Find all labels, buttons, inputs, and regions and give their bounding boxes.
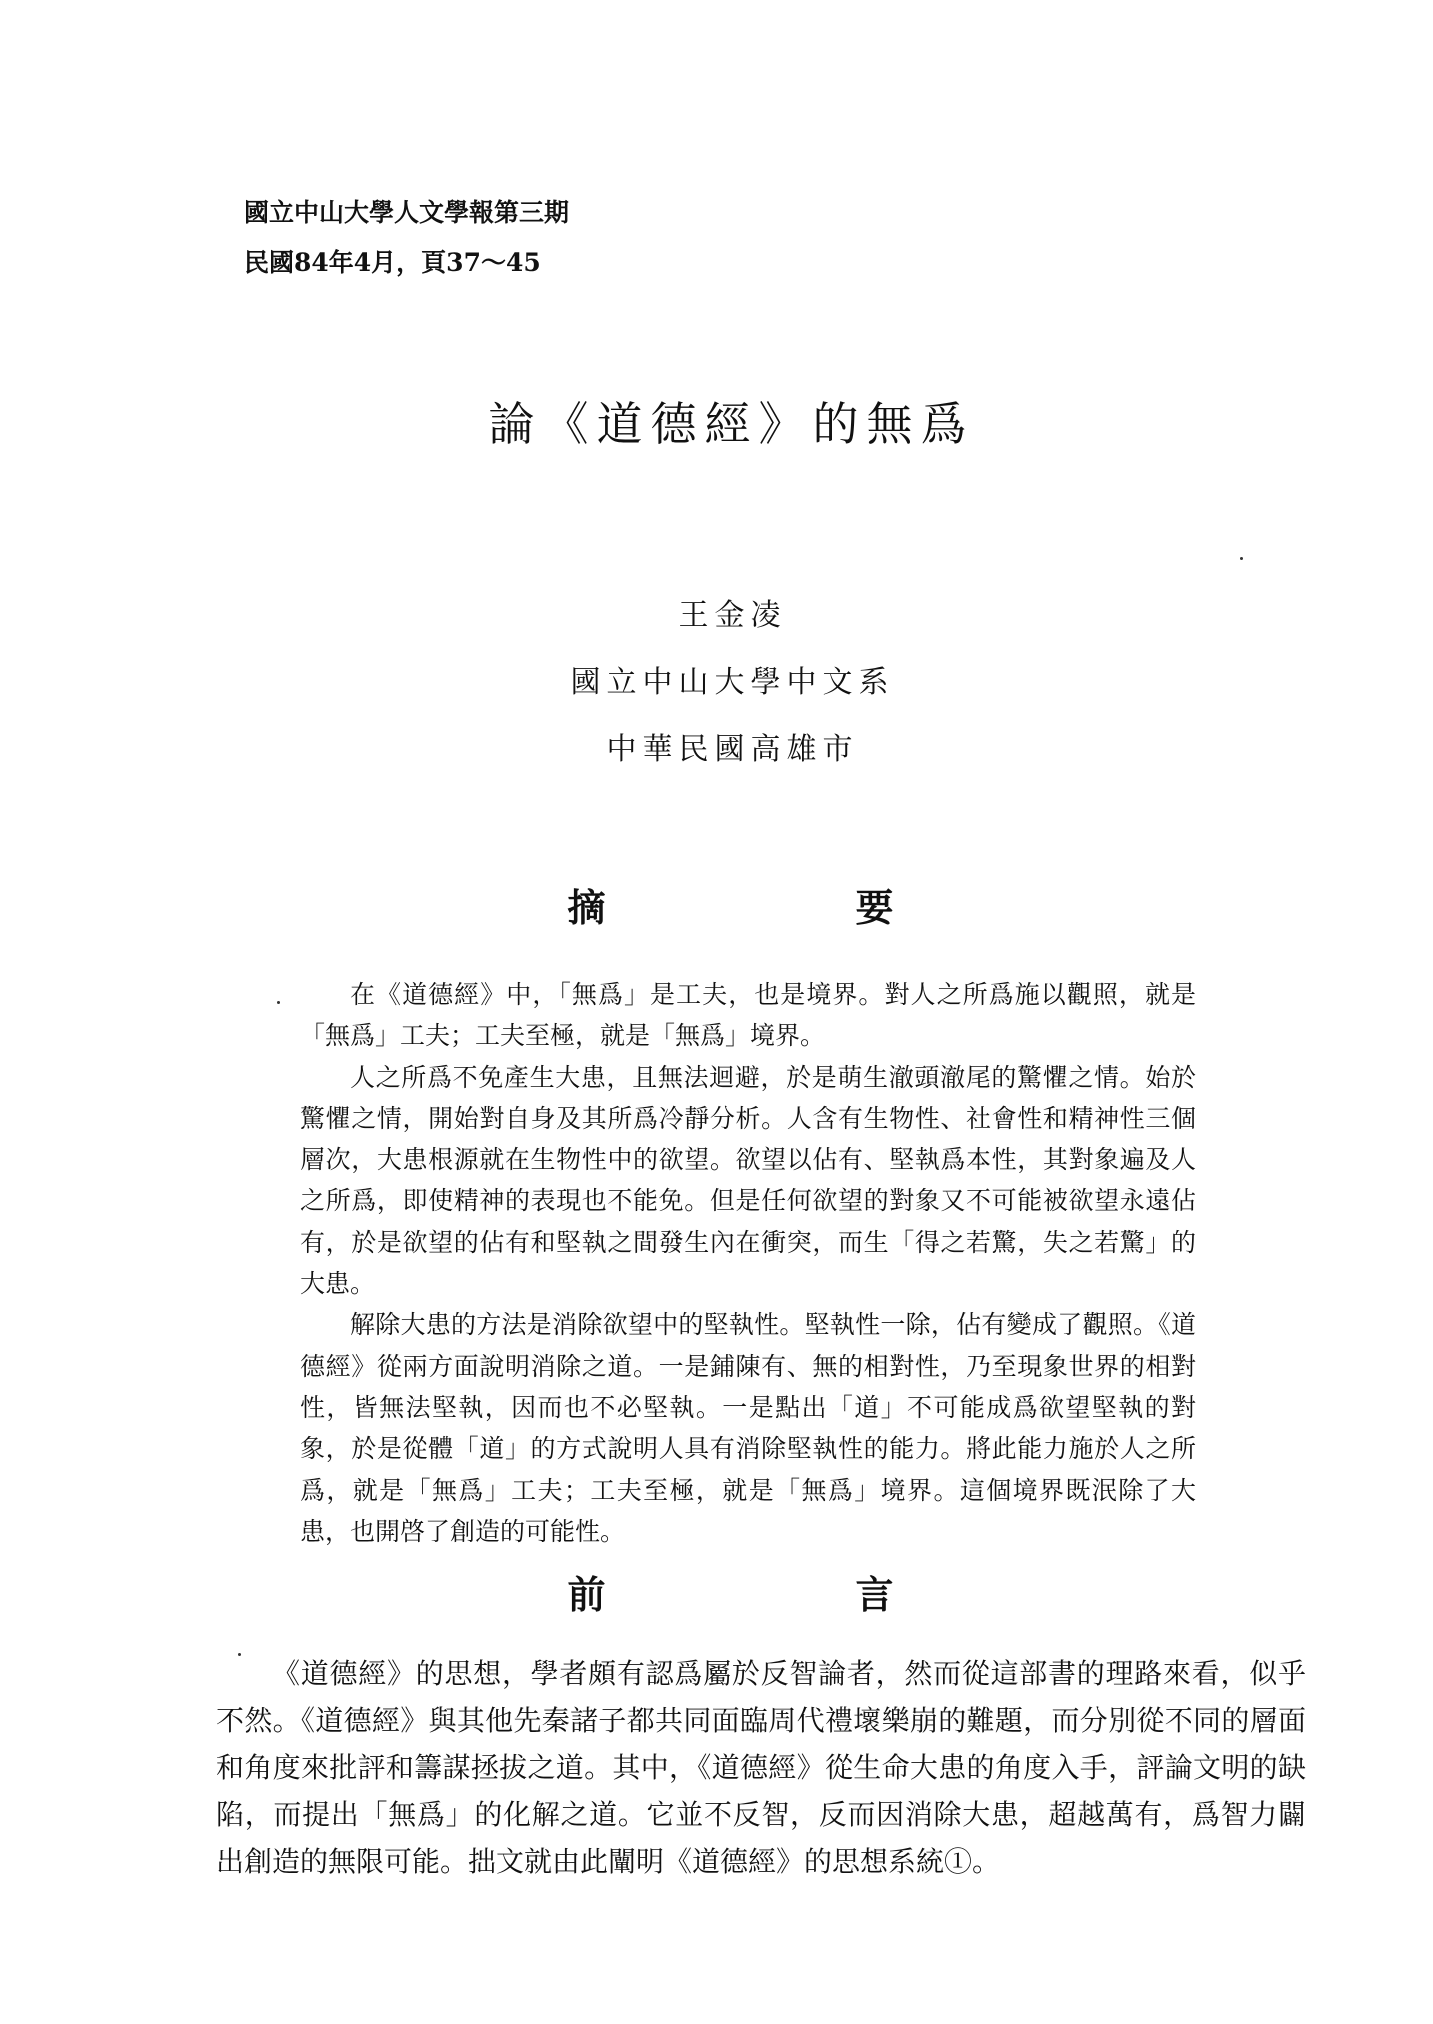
abstract-paragraph: 人之所爲不免產生大患，且無法迴避，於是萌生澈頭澈尾的驚懼之情。始於驚懼之情，開始對自身及其所爲冷靜分析。人含有生物性、社會性和精神性三個層次，大患根源就在生物性中的欲望。欲望以佔有、堅執爲本性，其對象遍及人之所爲，即使精神的表現也不能免。但是任何欲望的對象又不可能被欲望永遠佔有，於是欲望的佔有和堅執之間發生內在衝突，而生「得之若驚，失之若驚」的大患。 — [300, 1062, 1196, 1299]
abstract-paragraph: 在《道德經》中，「無爲」是工夫，也是境界。對人之所爲施以觀照，就是「無爲」工夫；工夫至極，就是「無爲」境界。 — [300, 980, 1196, 1051]
abstract-heading — [0, 877, 1433, 932]
abstract-paragraph: 解除大患的方法是消除欲望中的堅執性。堅執性一除，佔有變成了觀照。《道德經》從兩方面說明消除之道。一是鋪陳有、無的相對性，乃至現象世界的相對性，皆無法堅執，因而也不必堅執。一是點出「道」不可能成爲欲望堅執的對象，於是從體「道」的方式說明人具有消除堅執性的能力。將此能力施於人之所爲，就是「無爲」工夫；工夫至極，就是「無爲」境界。這個境界既泯除了大患，也開啓了創造的可能性。 — [300, 1310, 1196, 1546]
author-block — [0, 582, 1433, 783]
scan-speck — [1240, 557, 1243, 560]
author-department: 國立中山大學中文系 — [570, 665, 895, 700]
preface-heading-left: 前 — [567, 1573, 606, 1617]
abstract-heading-left: 摘 — [567, 886, 606, 930]
journal-header — [244, 188, 569, 288]
preface-heading-right: 言 — [855, 1573, 894, 1617]
paper-title: 論《道德經》的無爲 — [488, 397, 975, 451]
author-location: 中華民國高雄市 — [606, 732, 859, 767]
scan-speck — [277, 1001, 280, 1004]
journal-name: 國立中山大學人文學報第三期 — [244, 198, 570, 227]
abstract-heading-right: 要 — [855, 886, 894, 930]
preface-heading — [0, 1564, 1433, 1619]
author-name: 王金凌 — [678, 598, 787, 633]
preface-body — [216, 1650, 1306, 1885]
preface-paragraph: 《道德經》的思想，學者頗有認爲屬於反智論者，然而從這部書的理路來看，似乎不然。《道德經》與其他先秦諸子都共同面臨周代禮壞樂崩的難題，而分別從不同的層面和角度來批評和籌謀拯拔之道。其中，《道德經》從生命大患的角度入手，評論文明的缺陷，而提出「無爲」的化解之道。它並不反智，反而因消除大患，超越萬有，爲智力闢出創造的無限可能。拙文就由此闡明《道德經》的思想系統①。 — [216, 1657, 1306, 1878]
abstract-body — [300, 974, 1196, 1552]
scan-speck — [238, 1653, 241, 1656]
journal-issue-info: 民國84年4月，頁37～45 — [244, 248, 541, 277]
